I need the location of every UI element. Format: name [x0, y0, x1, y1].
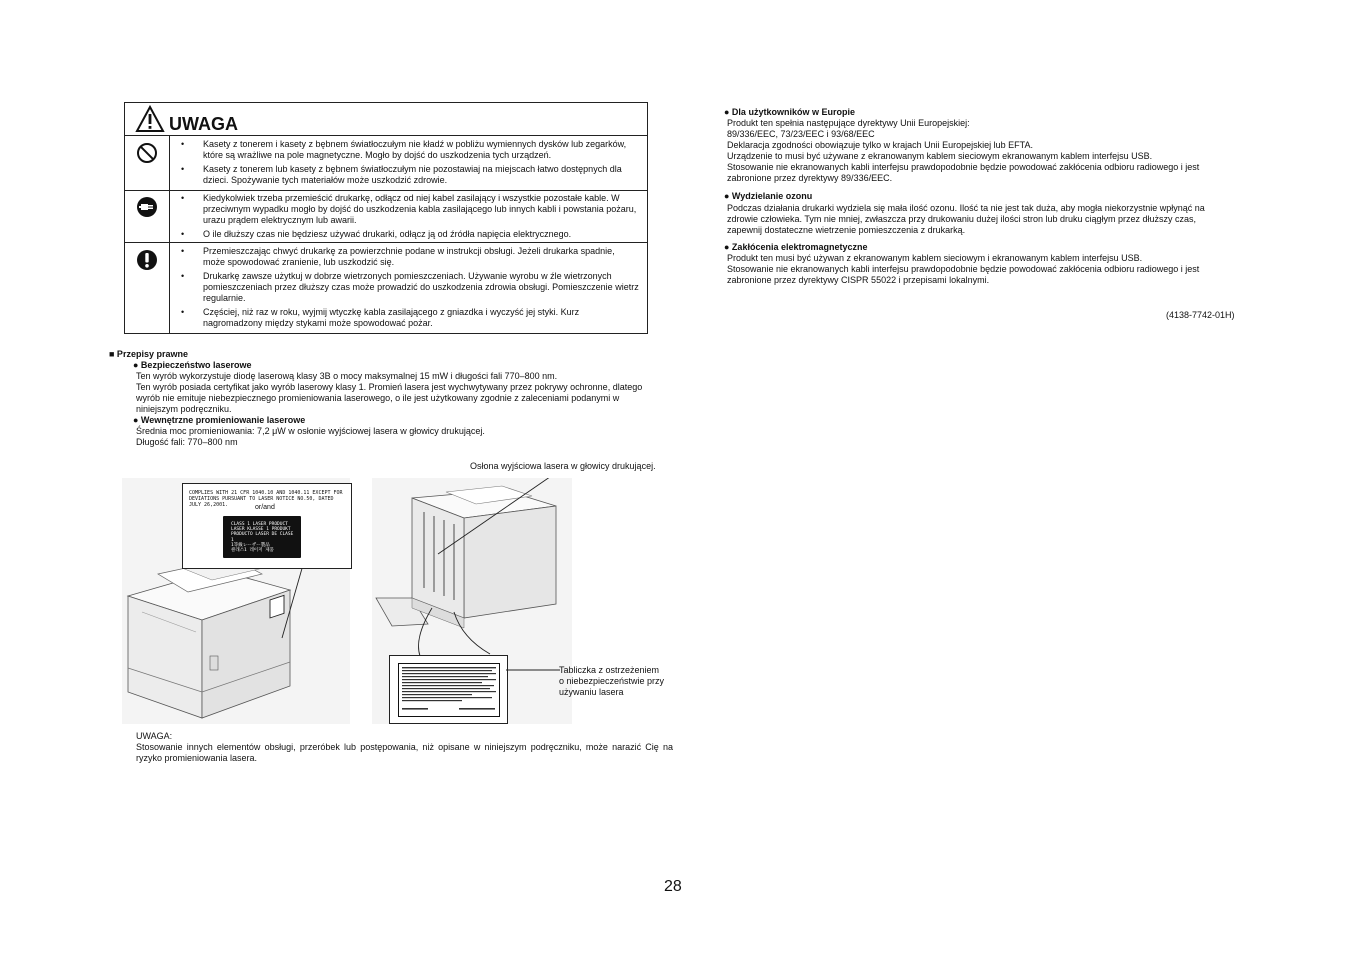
warning-header: [125, 103, 647, 136]
note-text: Stosowanie innych elementów obsługi, przeróbek lub postępowania, niż opisane w niniejszym podręczniku, może narazić Cię na ryzyko promieniowania lasera.: [136, 742, 673, 763]
laser-output-callout: Osłona wyjściowa lasera w głowicy drukującej.: [470, 461, 656, 471]
warning-row-icon-cell: [125, 243, 170, 333]
warning-box: [124, 102, 648, 334]
unplug-icon: [136, 196, 158, 218]
europe-line: Urządzenie to musi być używane z ekranowanym kablem sieciowym ekranowanym kablem interfejsu USB.: [727, 151, 1153, 161]
plate-callout-line: [506, 668, 560, 672]
ozone-heading: ● Wydzielanie ozonu: [724, 191, 813, 201]
warning-row-magnetic: [125, 136, 647, 191]
exclamation-icon: [136, 249, 158, 271]
warning-item: • Przemieszczając chwyć drukarkę za powierzchnie podane w instrukcji obsługi. Jeżeli drukarka spadnie, może spowodować zranienie, lub uszkodzić się.: [177, 246, 639, 268]
internal-radiation-line: Średnia moc promieniowania: 7,2 μW w osłonie wyjściowej lasera w głowicy drukującej.: [136, 426, 485, 436]
laser-warning-text-lines: [399, 664, 499, 716]
warning-item: • Drukarkę zawsze użytkuj w dobrze wietrzonych pomieszczeniach. Używanie wyrobu w źle wietrzonych pomieszczeniach przez dłuższy czas może prowadzić do uszkodzenia zdrowia obsługi. Pomieszczenie wietrz regularnie.: [177, 271, 639, 304]
warning-row-icon-cell: [125, 190, 170, 242]
laser-plate-callout-line: o niebezpieczeństwie przy: [559, 676, 665, 686]
warning-list: [177, 246, 639, 332]
compliance-label: [182, 483, 352, 569]
warning-row-handling: [125, 243, 647, 333]
warning-triangle-icon: [135, 105, 165, 136]
laser-plate-callout-line: używaniu lasera: [559, 687, 624, 697]
europe-line: Produkt ten spełnia następujące dyrektywy Unii Europejskiej:: [727, 118, 970, 128]
warning-row-icon-cell: [125, 136, 170, 190]
emc-line: Produkt ten musi być używan z ekranowanym kablem sieciowym i ekranowanym kablem interfejsu USB.: [727, 253, 1143, 263]
europe-line: 89/336/EEC, 73/23/EEC i 93/68/EEC: [727, 129, 875, 139]
class-1-line: PRODUCTO LASER DE CLASE 1: [231, 532, 294, 543]
warning-row-unplug: [125, 190, 647, 243]
internal-radiation-line: Długość fali: 770–800 nm: [136, 437, 238, 447]
laser-warning-plate: [389, 655, 508, 724]
emc-heading: ● Zakłócenia elektromagnetyczne: [724, 242, 868, 252]
document-code: (4138-7742-01H): [1166, 310, 1235, 320]
class-1-line: LASER KLASSE 1 PRODUKT: [231, 527, 291, 533]
laser-plate-callout-line: Tabliczka z ostrzeżeniem: [559, 665, 660, 675]
internal-radiation-heading: ● Wewnętrzne promieniowanie laserowe: [133, 415, 306, 425]
page-number: 28: [664, 878, 682, 895]
ozone-text: Podczas działania drukarki wydziela się mała ilość ozonu. Ilość ta nie jest tak duża, aby mogła niekorzystnie wpłynąć na zdrowie człowieka. Tym nie mniej, zwłaszcza przy drukowaniu dużej ilości stron lub druku ciągłym przez dłuższy czas, zapewnij dostateczne wietrzenie pomieszczenia z drukarką.: [727, 203, 1205, 235]
regulations-heading: ■ Przepisy prawne: [109, 349, 188, 359]
class-1-line: CLASS 1 LASER PRODUCT: [231, 522, 288, 527]
class-1-text: [231, 522, 297, 553]
internal-radiation-text: [136, 426, 651, 448]
class-1-line: 1等級レーザー製品: [231, 542, 270, 548]
europe-line: Stosowanie nie ekranowanych kabli interfejsu prawdopodobnie będzie powodować zakłócenia odbioru radiowego i jest zabronione przez dyrektywy 89/336/EEC.: [727, 162, 1200, 183]
warning-item: • O ile dłuższy czas nie będziesz używać drukarki, odłącz ją od źródła napięcia elektrycznego.: [177, 229, 639, 240]
laser-warning-plate-inner: [398, 663, 500, 717]
warning-item: • Częściej, niż raz w roku, wyjmij wtyczkę kabla zasilającego z gniazdka i wyczyść jej styki. Kurz nagromadzony między stykami może spowodować pożar.: [177, 307, 639, 329]
warning-list: [177, 193, 639, 243]
compliance-line: COMPLIES WITH 21 CFR 1040.10 AND 1040.11 EXCEPT FOR: [189, 490, 343, 496]
laser-plate-callout: [559, 665, 689, 698]
warning-item: • Kasety z tonerem i kasety z bębnem światłoczułym nie kładź w pobliżu wymiennych dysków lub zegarków, które są wrażliwe na pole magnetyczne. Mogło by dojść do uszkodzenia tych urządzeń.: [177, 139, 639, 161]
warning-title: UWAGA: [169, 114, 238, 134]
warning-list: [177, 139, 639, 189]
laser-safety-text: [136, 371, 651, 415]
warning-item: • Kiedykolwiek trzeba przemieścić drukarkę, odłącz od niej kabel zasilający i wszystkie pozostałe kable. W przeciwnym wypadku mogło by dojść do uszkodzenia kabla zasilającego lub innych kabli i powstania pożaru, urazu prądem elektrycznym lub awarii.: [177, 193, 639, 226]
note-title: UWAGA:: [136, 731, 173, 741]
class-1-label: [223, 516, 301, 558]
class-1-line: 클래스1 레이저 제품: [231, 548, 274, 554]
laser-safety-line: Ten wyrób posiada certyfikat jako wyrób laserowy klasy 1. Promień lasera jest wychwytywany przez pokrywy ochronne, dlatego wyrób nie emituje niebezpiecznego promieniowania laserowego, o ile jest użytkowany zgodnie z zaleceniami podanymi w niniejszym podręczniku.: [136, 382, 643, 414]
emc-text: [727, 253, 1239, 286]
prohibition-icon: [136, 142, 158, 164]
europe-line: Deklaracja zgodności obowiązuje tylko w krajach Unii Europejskiej lub EFTA.: [727, 140, 1033, 150]
europe-text: [727, 118, 1239, 184]
laser-safety-heading: ● Bezpieczeństwo laserowe: [133, 360, 252, 370]
or-and-text: or/and: [255, 504, 275, 511]
europe-heading: ● Dla użytkowników w Europie: [724, 107, 855, 117]
compliance-line: DEVIATIONS PURSUANT TO LASER NOTICE NO.50, DATED JULY 26,2001.: [189, 496, 334, 508]
emc-line: Stosowanie nie ekranowanych kabli interfejsu prawdopodobnie będzie powodować zakłócenia odbioru radiowego i jest zabronione przez dyrektywy CISPR 55022 i przepisami lokalnymi.: [727, 264, 1200, 285]
laser-safety-line: Ten wyrób wykorzystuje diodę laserową klasy 3B o mocy maksymalnej 15 mW i długości fali 770–800 nm.: [136, 371, 558, 381]
warning-item: • Kasety z tonerem lub kasety z bębnem światłoczułym nie pozostawiaj na miejscach łatwo dostępnych dla dzieci. Spożywanie tych materiałów może uszkodzić zdrowie.: [177, 164, 639, 186]
